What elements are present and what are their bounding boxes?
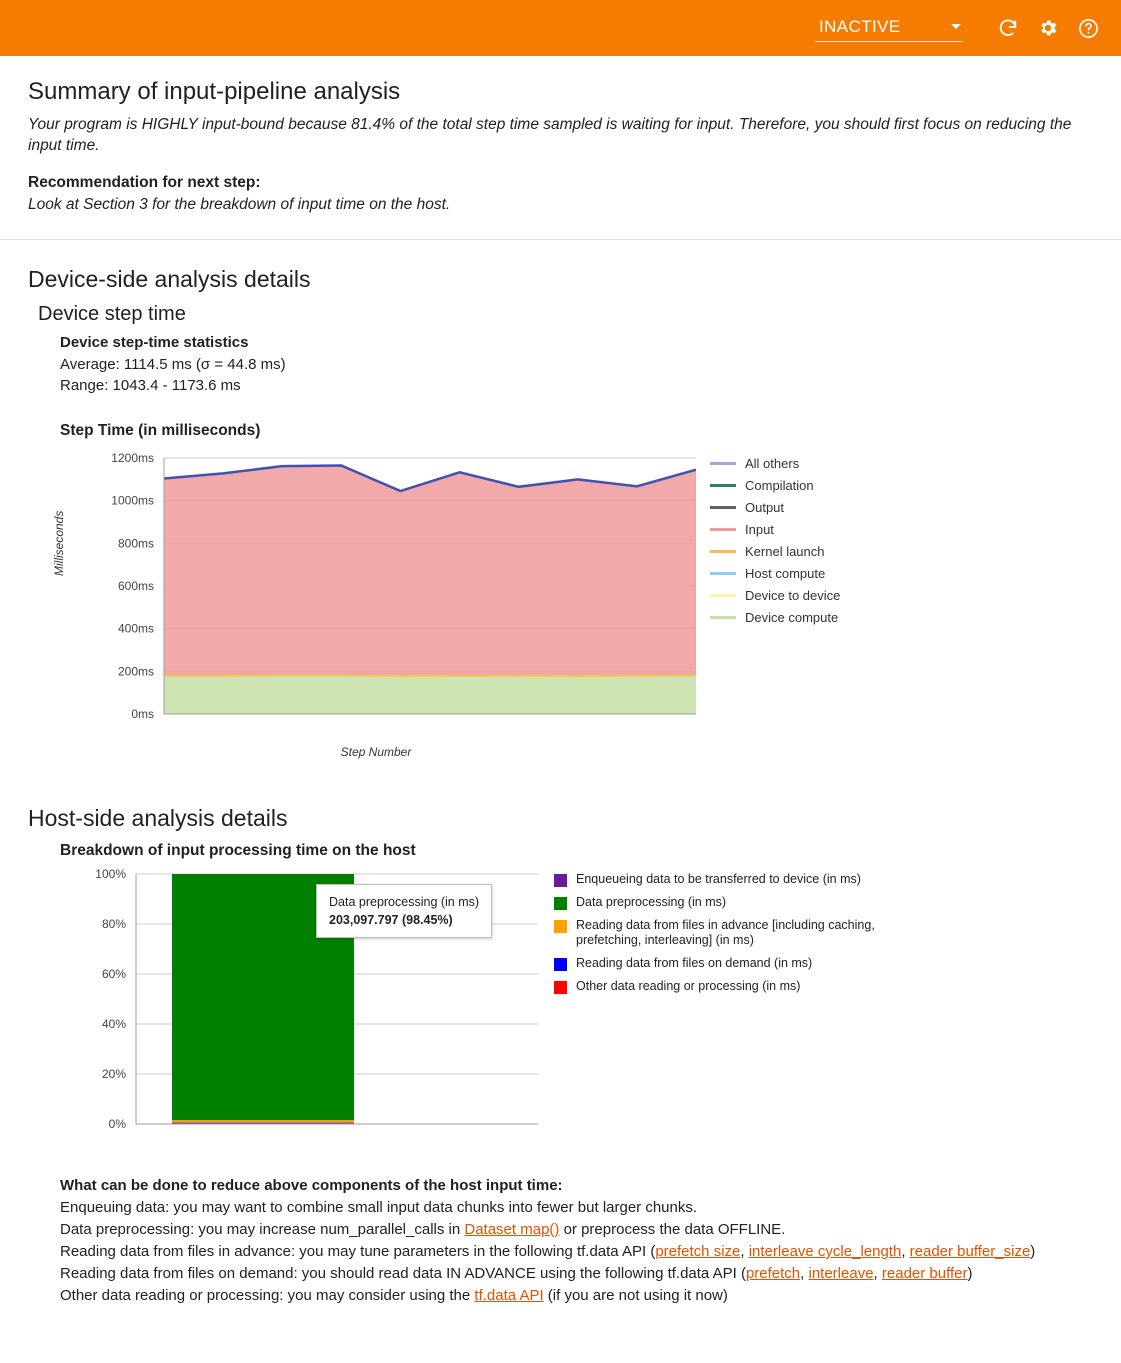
legend-label: Reading data from files in advance [including caching, prefetching, interleaving] (in ms) <box>576 918 875 947</box>
refresh-icon[interactable] <box>991 11 1025 45</box>
legend-swatch <box>554 920 567 933</box>
step-time-x-axis-label: Step Number <box>340 745 412 759</box>
tooltip-label: Data preprocessing (in ms) <box>329 895 480 909</box>
advice-line-3 <box>60 1241 1093 1263</box>
legend-label: Data preprocessing (in ms) <box>576 895 727 909</box>
device-stats <box>60 334 1093 396</box>
legend-label: Reading data from files on demand (in ms) <box>576 956 813 970</box>
svg-text:20%: 20% <box>101 1067 126 1081</box>
reader-buffer-link[interactable]: reader buffer <box>881 1265 968 1282</box>
advice-line-4-text: Reading data from files on demand: you should read data IN ADVANCE using the following tf.data API ( <box>60 1265 746 1282</box>
svg-text:0%: 0% <box>108 1117 126 1131</box>
advice-block <box>60 1175 1093 1307</box>
run-selector-value: INACTIVE <box>819 16 901 36</box>
page-title: Summary of input-pipeline analysis <box>28 78 401 105</box>
legend-swatch <box>710 616 736 619</box>
legend-item[interactable] <box>554 956 906 971</box>
advice-line-5-text: Other data reading or processing: you may consider using the <box>60 1287 475 1304</box>
host-section-title: Host-side analysis details <box>28 805 288 831</box>
legend-item[interactable] <box>710 610 840 625</box>
legend-swatch <box>710 506 736 509</box>
host-breakdown-chart-title: Breakdown of input processing time on the host <box>60 842 416 859</box>
host-side-section <box>0 805 1121 1307</box>
svg-text:40%: 40% <box>101 1017 126 1031</box>
advice-head: What can be done to reduce above components of the host input time: <box>60 1177 563 1194</box>
legend-item[interactable] <box>710 456 840 471</box>
svg-text:80%: 80% <box>101 917 126 931</box>
device-step-time-title: Device step time <box>38 303 186 325</box>
step-time-chart-svg <box>56 446 696 746</box>
legend-item[interactable] <box>710 478 840 493</box>
summary-body: Your program is HIGHLY input-bound because 81.4% of the total step time sampled is waiting for input. Therefore, you should first focus on reducing the input time. <box>28 116 1072 154</box>
summary-section <box>0 56 1121 240</box>
interleave-link[interactable]: interleave <box>808 1265 874 1282</box>
legend-swatch <box>710 572 736 575</box>
chart-tooltip <box>316 884 492 938</box>
step-time-y-axis-label: Milliseconds <box>52 510 66 576</box>
advice-line-4 <box>60 1263 1093 1285</box>
legend-item[interactable] <box>554 895 906 910</box>
legend-swatch <box>710 462 736 465</box>
legend-item[interactable] <box>710 588 840 603</box>
legend-label: Other data reading or processing (in ms) <box>576 979 801 993</box>
device-side-section <box>0 266 1121 759</box>
advice-line-4-tail: ) <box>967 1265 973 1282</box>
legend-swatch <box>710 594 736 597</box>
interleave-cycle-length-link[interactable]: interleave cycle_length <box>748 1243 902 1260</box>
legend-item[interactable] <box>554 979 906 994</box>
recommendation-text: Look at Section 3 for the breakdown of input time on the host. <box>28 196 451 213</box>
legend-label: Device to device <box>745 588 841 603</box>
svg-text:1200ms: 1200ms <box>111 451 154 465</box>
advice-sep-1: , <box>740 1243 749 1260</box>
legend-label: All others <box>745 456 800 471</box>
legend-item[interactable] <box>710 544 840 559</box>
device-stats-average: Average: 1114.5 ms (σ = 44.8 ms) <box>60 356 286 373</box>
advice-line-5-tail: (if you are not using it now) <box>543 1287 728 1304</box>
advice-line-1-text: Enqueuing data: you may want to combine small input data chunks into fewer but larger chunks. <box>60 1199 698 1216</box>
svg-text:60%: 60% <box>101 967 126 981</box>
advice-line-2 <box>60 1219 1093 1241</box>
legend-swatch <box>710 528 736 531</box>
top-app-bar <box>0 0 1121 56</box>
run-selector[interactable] <box>815 15 963 42</box>
legend-label: Input <box>745 522 774 537</box>
legend-swatch <box>554 874 567 887</box>
advice-sep-4: , <box>873 1265 882 1282</box>
legend-item[interactable] <box>710 522 840 537</box>
advice-sep-2: , <box>901 1243 910 1260</box>
legend-swatch <box>554 958 567 971</box>
legend-label: Host compute <box>745 566 826 581</box>
legend-item[interactable] <box>710 566 840 581</box>
legend-item[interactable] <box>554 872 906 887</box>
tooltip-value: 203,097.797 (98.45%) <box>329 913 453 927</box>
advice-sep-3: , <box>800 1265 809 1282</box>
chevron-down-icon <box>951 24 961 29</box>
legend-label: Compilation <box>745 478 814 493</box>
legend-label: Device compute <box>745 610 839 625</box>
step-time-legend <box>710 446 840 632</box>
host-breakdown-legend <box>554 866 906 1002</box>
prefetch-link[interactable]: prefetch <box>745 1265 801 1282</box>
advice-line-2-text: Data preprocessing: you may increase num_parallel_calls in <box>60 1221 465 1238</box>
reader-buffer-size-link[interactable]: reader buffer_size <box>909 1243 1031 1260</box>
svg-text:0ms: 0ms <box>131 707 154 721</box>
recommendation-label: Recommendation for next step: <box>28 174 261 191</box>
step-time-chart-title: Step Time (in milliseconds) <box>60 422 261 439</box>
svg-text:600ms: 600ms <box>117 579 154 593</box>
device-stats-range: Range: 1043.4 - 1173.6 ms <box>60 377 241 394</box>
advice-line-3-tail: ) <box>1030 1243 1036 1260</box>
advice-line-2-tail: or preprocess the data OFFLINE. <box>559 1221 786 1238</box>
device-section-title: Device-side analysis details <box>28 266 311 292</box>
svg-text:800ms: 800ms <box>117 536 154 551</box>
svg-text:1000ms: 1000ms <box>111 493 154 508</box>
step-time-chart <box>52 446 696 759</box>
device-stats-head: Device step-time statistics <box>60 334 249 351</box>
dataset-map-link[interactable]: Dataset map() <box>464 1221 560 1238</box>
svg-text:100%: 100% <box>95 867 126 881</box>
settings-gear-icon[interactable] <box>1031 11 1065 45</box>
host-breakdown-chart <box>48 866 538 1161</box>
legend-label: Output <box>745 500 785 515</box>
prefetch-size-link[interactable]: prefetch size <box>655 1243 741 1260</box>
advice-line-1 <box>60 1197 1093 1219</box>
legend-item[interactable] <box>710 500 840 515</box>
legend-item[interactable] <box>554 918 906 948</box>
legend-swatch <box>554 981 567 994</box>
legend-swatch <box>710 484 736 487</box>
legend-label: Enqueueing data to be transferred to device (in ms) <box>576 872 861 886</box>
help-circle-icon[interactable] <box>1071 11 1105 45</box>
legend-swatch <box>710 550 736 553</box>
svg-text:400ms: 400ms <box>117 621 154 636</box>
legend-swatch <box>554 897 567 910</box>
legend-label: Kernel launch <box>745 544 825 559</box>
svg-text:200ms: 200ms <box>117 664 154 679</box>
advice-line-5 <box>60 1285 1093 1307</box>
tfdata-api-link[interactable]: tf.data API <box>474 1287 544 1304</box>
advice-line-3-text: Reading data from files in advance: you may tune parameters in the following tf.data API ( <box>60 1243 656 1260</box>
